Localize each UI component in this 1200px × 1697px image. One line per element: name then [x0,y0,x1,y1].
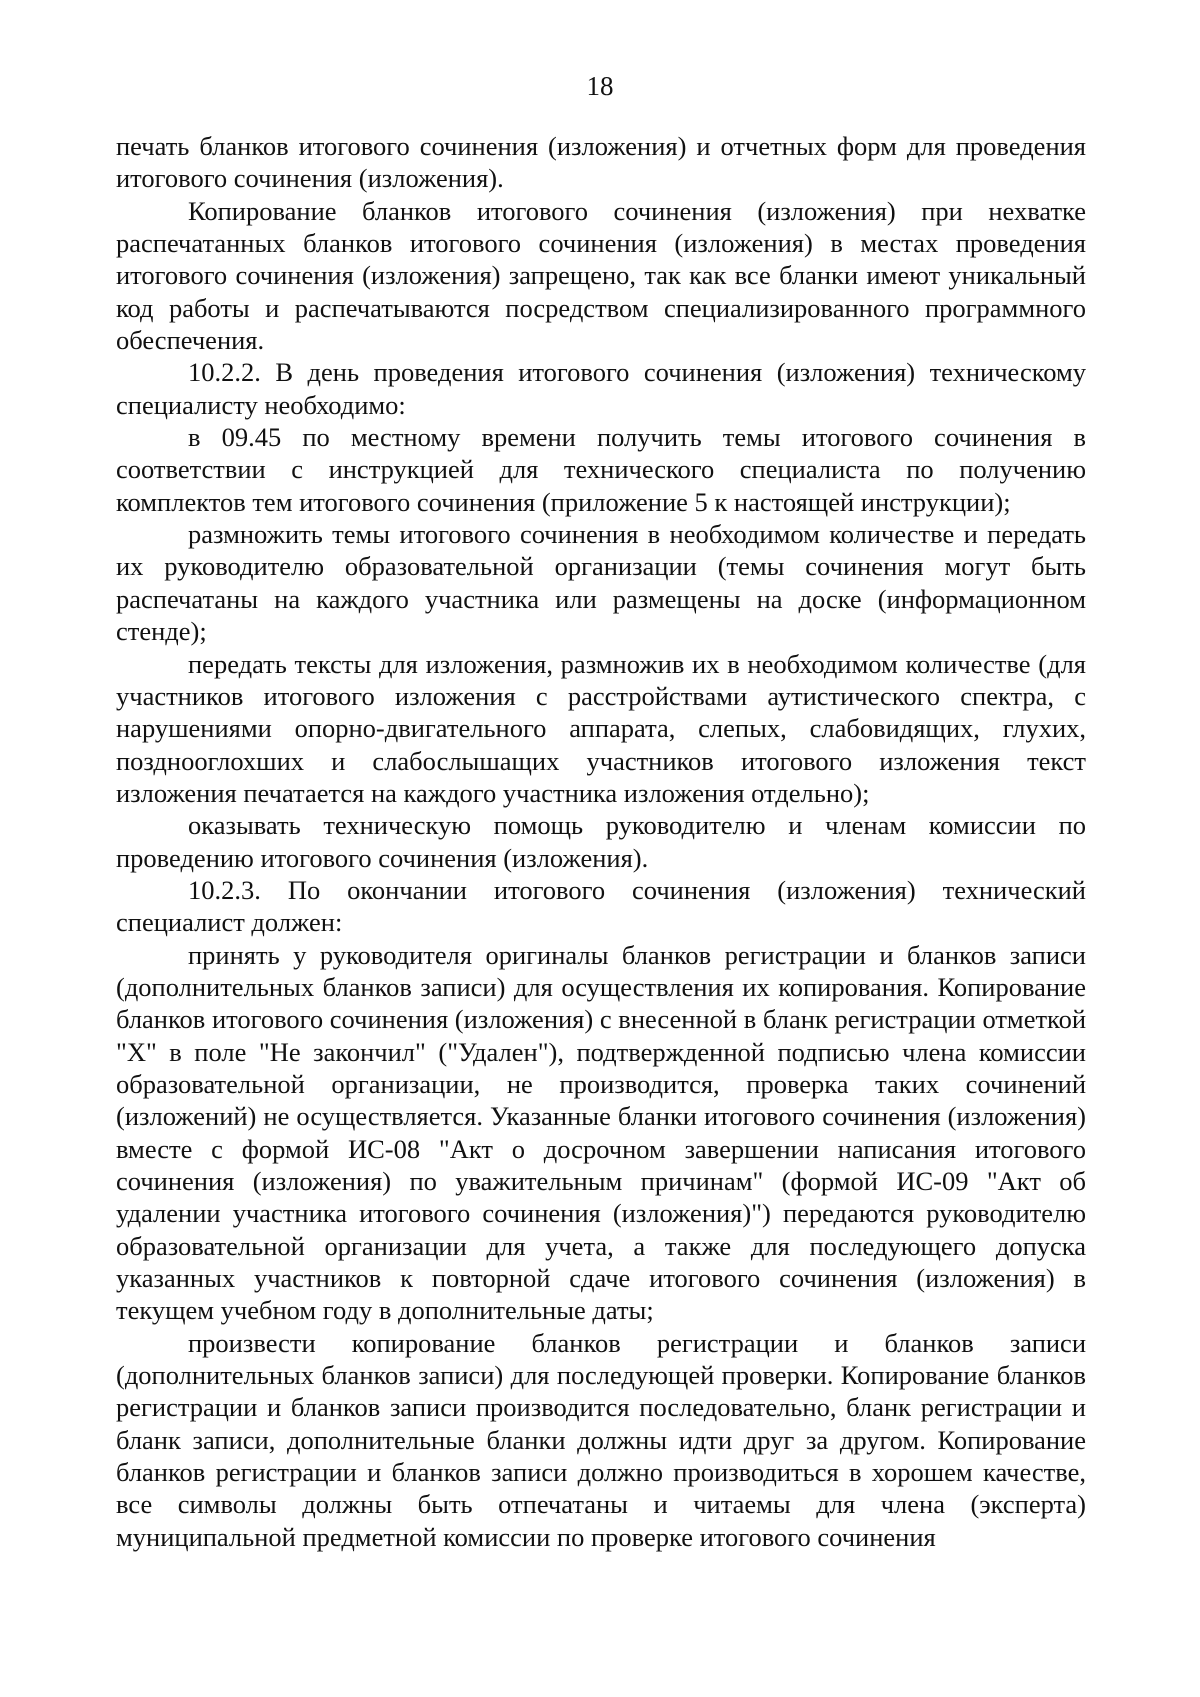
page-body [116,130,1086,1553]
paragraph-hand-over-texts: передать тексты для изложения, размножив их в необходимом количестве (для участников итогового изложения с расстройствами аутистического спектра, с нарушениями опорно-двигательного аппарата, слепых, слабовидящих, глухих, позднооглохших и слабослышащих участников итогового изложения текст изложения печатается на каждого участника изложения отдельно); [116,648,1086,808]
paragraph-technical-help: оказывать техническую помощь руководителю и членам комиссии по проведению итогового сочинения (изложения). [116,810,1086,873]
paragraph-accept-originals: принять у руководителя оригиналы бланков регистрации и бланков записи (дополнительных бланков записи) для осуществления их копирования. Копирование бланков итогового сочинения (изложения) с внесенной в бланк регистрации отметкой "X" в поле "Не закончил" ("Удален"), подтвержденной подписью члена комиссии образовательной организации, не производится, проверка таких сочинений (изложений) не осуществляется. Указанные бланки итогового сочинения (изложения) вместе с формой ИС-08 "Акт о досрочном завершении написания итогового сочинения (изложения) по уважительным причинам" (формой ИС-09 "Акт об удалении участника итогового сочинения (изложения)") передаются руководителю образовательной организации для учета, а также для последующего допуска указанных участников к повторной сдаче итогового сочинения (изложения) в текущем учебном году в дополнительные даты; [116,939,1086,1326]
page-number: 18 [586,71,614,101]
paragraph-print-forms: печать бланков итогового сочинения (изложения) и отчетных форм для проведения итогового сочинения (изложения). [116,131,1086,194]
paragraph-reproduce-topics: размножить темы итогового сочинения в необходимом количестве и передать их руководителю образовательной организации (темы сочинения могут быть распечатаны на каждого участника или размещены на доске (информационном стенде); [116,519,1086,647]
paragraph-make-copies: произвести копирование бланков регистрации и бланков записи (дополнительных бланков записи) для последующей проверки. Копирование бланков регистрации и бланков записи производится последовательно, бланк регистрации и бланк записи, дополнительные бланки должны идти друг за другом. Копирование бланков регистрации и бланков записи должно производиться в хорошем качестве, все символы должны быть отпечатаны и читаемы для члена (эксперта) муниципальной предметной комиссии по проверке итогового сочинения [116,1327,1086,1552]
paragraph-receive-topics: в 09.45 по местному времени получить темы итогового сочинения в соответствии с инструкцией для технического специалиста по получению комплектов тем итогового сочинения (приложение 5 к настоящей инструкции); [116,422,1086,517]
paragraph-copy-prohibited: Копирование бланков итогового сочинения (изложения) при нехватке распечатанных бланков итогового сочинения (изложения) в местах проведения итогового сочинения (изложения) запрещено, так как все бланки имеют уникальный код работы и распечатываются посредством специализированного программного обеспечения. [116,195,1086,356]
paragraph-10-2-3-heading: 10.2.3. По окончании итогового сочинения (изложения) технический специалист должен: [116,874,1086,938]
paragraph-10-2-2-heading: 10.2.2. В день проведения итогового сочинения (изложения) техническому специалисту необходимо: [116,357,1086,420]
